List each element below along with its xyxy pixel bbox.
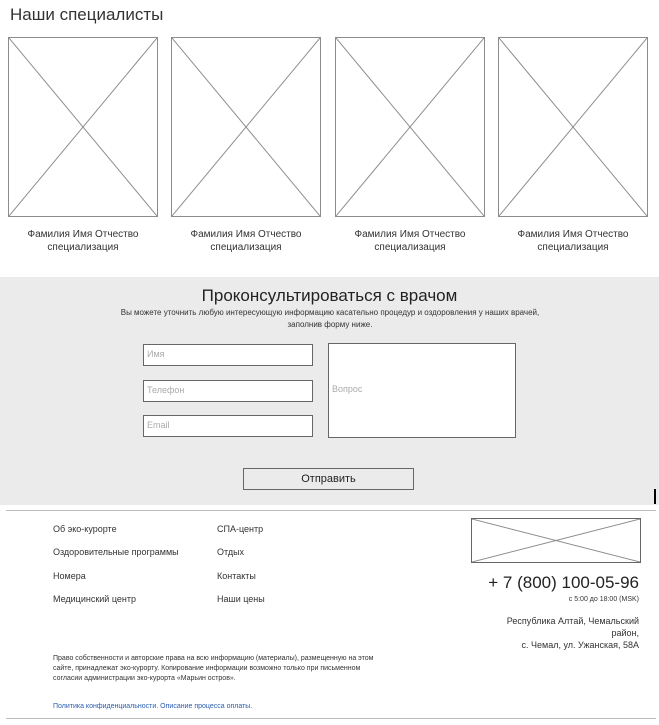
contact-phone[interactable]: + 7 (800) 100-05-96 (488, 573, 639, 592)
footer-divider-top (6, 510, 656, 511)
specialist-card[interactable] (171, 37, 323, 254)
footer-link-rest[interactable]: Отдых (217, 547, 245, 557)
specialist-name: Фамилия Имя Отчество (517, 229, 629, 240)
copyright-text: Право собственности и авторские права на всю информацию (материалы), размещенную на этом сайте, принадлежат эко-курорту. Копирование информации возможно только при письменном согласии администрации эко-курорта «Марьин остров». (53, 655, 374, 682)
address-line-2: с. Чемал, ул. Ужанская, 58А (521, 640, 639, 650)
consult-title: Проконсультироваться с врачом (201, 286, 458, 305)
specialist-role: специализация (47, 242, 119, 253)
working-hours: с 5:00 до 18:00 (MSK) (568, 596, 639, 603)
specialist-role: специализация (537, 242, 609, 253)
address-line-1: Республика Алтай, Чемальский район, (506, 616, 639, 638)
question-textarea[interactable]: Вопрос (328, 343, 516, 438)
text-cursor (654, 489, 656, 504)
footer-link-contacts[interactable]: Контакты (217, 571, 256, 581)
specialist-card[interactable] (335, 37, 487, 254)
address (480, 615, 639, 651)
footer-divider-bottom (6, 718, 656, 719)
specialist-name: Фамилия Имя Отчество (354, 229, 466, 240)
specialist-role: специализация (210, 242, 282, 253)
specialist-card[interactable] (498, 37, 650, 254)
footer-link-programs[interactable]: Оздоровительные программы (53, 547, 179, 557)
name-input[interactable]: Имя (143, 344, 313, 366)
photo-placeholder-image (498, 37, 648, 217)
footer-link-spa[interactable]: СПА-центр (217, 524, 264, 534)
privacy-policy-link[interactable]: Политика конфиденциальности. (53, 703, 159, 710)
specialist-name: Фамилия Имя Отчество (27, 229, 139, 240)
email-input[interactable]: Email (143, 415, 313, 437)
phone-input[interactable]: Телефон (143, 380, 313, 402)
photo-placeholder-image (171, 37, 321, 217)
photo-placeholder-image (335, 37, 485, 217)
footer-link-medical[interactable]: Медицинский центр (53, 594, 136, 604)
payment-description-link[interactable]: Описание процесса оплаты. (160, 703, 253, 710)
consult-description: Вы можете уточнить любую интересующую информацию касательно процедур и оздоровления у наших врачей, заполнив форму ниже. (120, 308, 540, 329)
submit-button[interactable]: Отправить (243, 468, 414, 490)
specialist-role: специализация (374, 242, 446, 253)
footer-link-rooms[interactable]: Номера (53, 571, 86, 581)
policy-links (53, 703, 252, 710)
section-title-specialists: Наши специалисты (10, 5, 164, 24)
logo-placeholder-image[interactable] (471, 518, 641, 563)
footer-link-prices[interactable]: Наши цены (217, 594, 265, 604)
specialist-card[interactable] (8, 37, 160, 254)
specialist-name: Фамилия Имя Отчество (190, 229, 302, 240)
photo-placeholder-image (8, 37, 158, 217)
footer-link-about[interactable]: Об эко-курорте (53, 524, 117, 534)
